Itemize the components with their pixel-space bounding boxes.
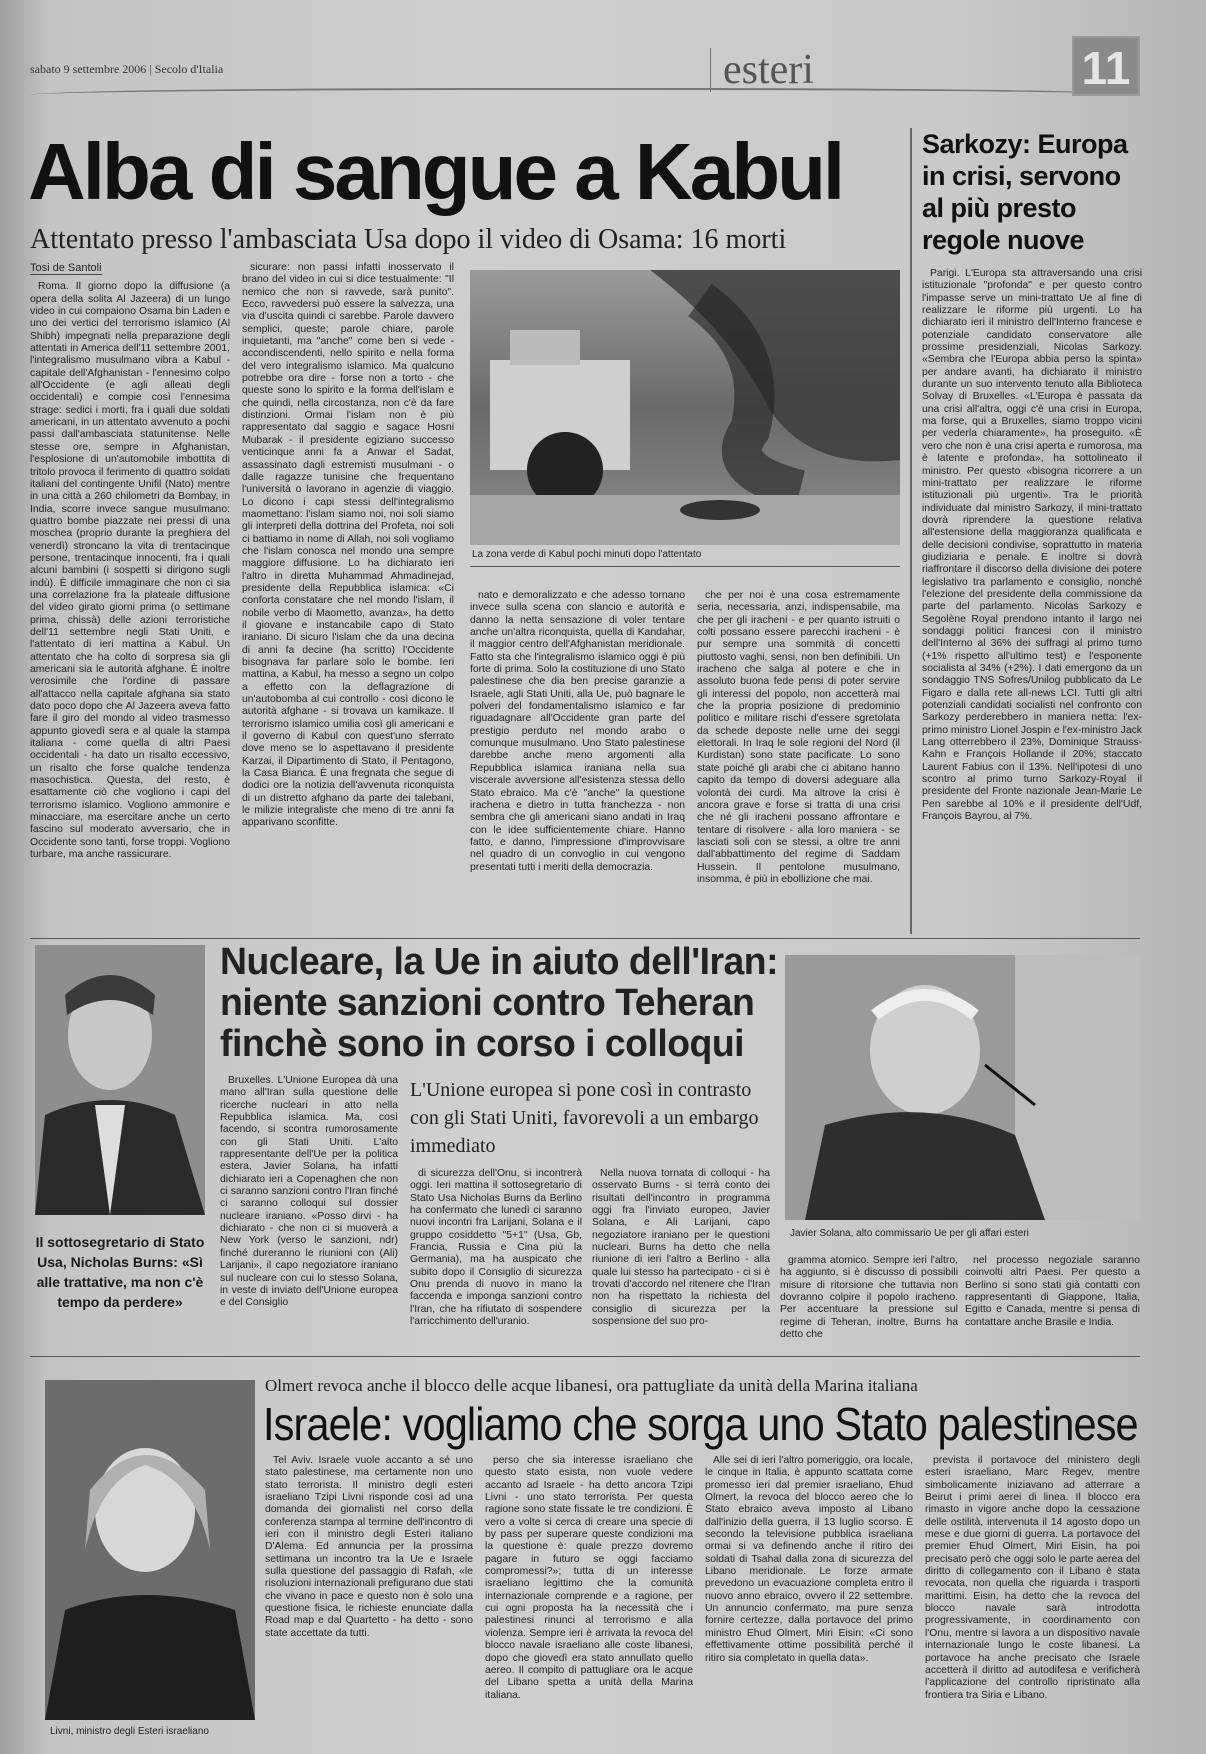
israel-headline: Israele: vogliamo che sorga uno Stato palestinese xyxy=(263,1398,1138,1450)
iran-pull-quote: L'Unione europea si pone così in contrasto con gli Stati Uniti, favorevoli a un embargo immediato xyxy=(410,1079,759,1157)
sidebar-body xyxy=(922,268,1142,934)
sarkozy-sidebar xyxy=(910,128,1142,934)
lead-subhead: Attentato presso l'ambasciata Usa dopo il video di Osama: 16 morti xyxy=(30,224,787,255)
israel-text: Tel Aviv. Israele vuole accanto a sé uno stato palestinese, ma certamente non uno stato terrorista. Il ministro degli esteri israeliano Tzipi Livni risponde così ad una domanda dei giornalisti nel corso della conferenza stampa al termine dell'incontro di ieri con il ministro degli Esteri italiano D'Alema. Ed annuncia per la prossima settimana un incontro tra la Ue e Israele sulla questione del passaggio di Rafah, «le risoluzioni internazionali prefigurano due stati che vivano in pace e questo non è solo una questione fisica, le richieste enunciate dalla Road map e dal Quartetto - ha detto - sono state accettate da tutti. xyxy=(265,1455,473,1639)
iran-column-4 xyxy=(780,1255,958,1347)
israel-column-1 xyxy=(265,1455,473,1754)
israel-text: perso che sia interesse israeliano che questo stato esista, non vuole vedere accanto ad Israele - ha detto ancora Tzipi Livni - uno stato terrorista. Per questa ragione sono state fissate le tre condizioni. È vero a volte si cerca di creare una specie di by pass per superare queste condizioni ma la questione è: quale prezzo dovremo pagare in futuro se oggi facciamo compromessi?»; tutta di un interesse israeliano legittimo che la comunità internazionale comprende e a ragione, per cui ogni proposta ha la necessità che i palestinesi rinunci al terrorismo e alla violenza. Sempre ieri è arrivata la revoca del blocco navale israeliano alle coste libanesi, dopo che giovedì era stato annullato quello aereo. Il compito di pattugliare ora le acque del Libano spetta a unità della Marina italiana. xyxy=(485,1455,693,1701)
header-rule xyxy=(30,88,1140,102)
iran-text: Bruxelles. L'Unione Europea dà una mano all'Iran sulla questione delle ricerche nucleari in atto nella Repubblica islamica. Ma, così facendo, si scontra rumorosamente con gli Stati Uniti. L'alto rappresentante dell'Ue per la politica estera, Javier Solana, ha infatti dichiarato ieri a Copenaghen che non ci saranno sanzioni contro l'Iran finché ci saranno colloqui sul dossier nucleare iraniano. «Posso dirvi - ha dichiarato - che non ci si muoverà a New York (verso le sanzioni, ndr) finché dureranno le riunioni con (Ali) Larijani», il capo negoziatore iraniano sul nucleare con cui lo stesso Solana, in veste di inviato dell'Unione europea e del Consiglio xyxy=(220,1075,398,1309)
solana-caption: Javier Solana, alto commissario Ue per gli affari esteri xyxy=(790,1228,1029,1239)
lead-text: Roma. Il giorno dopo la diffusione (a opera della solita Al Jazeera) di un lungo video in cui compaiono Osama bin Laden e uno dei vertici del terrorismo islamico (Al Shibh) impegnati nella preparazione degli attentati in America dell'11 settembre 2001, l'integralismo musulmano vibra a Kabul - capitale dell'Afghanistan - l'ennesimo colpo all'Occidente (e agli alleati degli occidentali) e compie così l'ennesima strage: sedici i morti, fra i quali due soldati americani, in un attentato avvenuto a pochi passi dall'ambasciata statunitense. Nelle stesse ore, sempre in Afghanistan, l'esplosione di un'automobile imbottita di tritolo provoca il ferimento di quattro soldati italiani del contingente Unifil (Nato) mentre in una città a 260 chilometri da Bombay, in India, scorre invece sangue musulmano: quattro bombe piazzate nei pressi di una moschea (proprio durante la preghiera del venerdì) stroncano la vita di trentacinque persone, trentacinque innocenti, fra i quali alcuni bambini (i sospetti si dirigono sugli indù). È difficile immaginare che non ci sia una correlazione fra la plateale diffusione del video girato giorni prima (o settimane prima, chissà) delle azioni terroristiche dell'11 settembre negli Stati Uniti, e l'attentato di ieri mattina a Kabul. Un attentato che ha colto di sorpresa sia gli americani sia le autorità afghane. È inoltre verosimile che l'ordine di passare all'attacco nella capitale afghana sia stato dato poco dopo che Al Jazeera aveva fatto fare il giro del mondo al video trasmesso appunto giovedì sera e al quale la stampa italiana - come quella di altri Paesi occidentali - ha dato un risalto eccessivo, un risalto che forse qualche tendenza masochistica. Questa, del resto, è esattamente ciò che vogliono i capi del terrorismo islamico. Vogliono ammonire e minacciare, ma esercitare anche un certo fascino sul moderato avversario, che in Occidente sono tanti, forse troppi. Vogliono turbare, ma anche rassicurare. xyxy=(30,281,230,861)
divider xyxy=(470,566,900,567)
lead-text: sicurare: non passi infatti inosservato il brano del video in cui si dice testualmente: "Il nemico che non si ravvede, sarà punito". Ecco, ravvedersi può essere la salvezza, una via d'uscita quindi ci sarebbe. Parole davvero semplici, queste; parole chiare, parole inquietanti, ma "anche" come ben si vede - accondiscendenti, nello spirito e nella forma del vero integralismo islamico. Ma qualcuno potrebbe ora dire - forse non a torto - che queste sono lo spirito e la forma dell'islam e che quindi, nella circostanza, non c'è da fare distinzioni. Ormai l'islam non è più rappresentato dal saggio e sagace Hosni Mubarak - il presidente egiziano successo venticinque anni fa a Anwar el Sadat, assassinato dagli estremisti musulmani - o dalle ragazze tunisine che frequentano l'università o lavorano in agenzie di viaggio. Lo dicono i capi stessi dell'integralismo maomettano: l'islam siamo noi, noi soli siamo gli interpreti della dottrina del Profeta, noi soli ci battiamo in nome di Allah, noi soli vogliamo che l'islam conosca nel mondo una sempre maggiore diffusione. Lo ha dichiarato ieri l'altro in diretta Muhammad Ahmadinejad, presidente della Repubblica islamica: «Ci conforta constatare che nel mondo l'islam, il nobile verbo di Maometto, avanza», ha detto il giovane e instancabile capo di Stato iraniano. Di sicuro l'islam che da una decina di anni fa decine (ha scritto) l'Occidente bisognava far parlare solo le bombe. Ieri mattina, a Kabul, ha messo a segno un colpo a effetto con la deflagrazione di un'autobomba al cui controllo - così dicono le autorità afghane - si trovava un kamikaze. Il terrorismo islamico umilia così gli americani e il governo di Kabul con quest'uno sferrato dove meno se lo aspettavano il presidente Karzai, il Dipartimento di Stato, il Pentagono, la Casa Bianca. È una fregnata che segue di dodici ore la notizia dell'avvenuta riconquista di un distretto afghano da parte dei talebani, le milizie integraliste che meno di tre anni fa apparivano sconfitte. xyxy=(242,262,454,829)
iran-text: nel processo negoziale saranno coinvolti altri Paesi. Per questo a Berlino si sono stati già contatti con rappresentanti di Giappone, Italia, Egitto e Canada, mentre si pensa di contattare anche Brasile e India. xyxy=(965,1255,1140,1328)
section-title: esteri xyxy=(710,48,814,92)
divider xyxy=(30,938,1140,939)
solana-photo xyxy=(785,955,1140,1220)
iran-column-3 xyxy=(592,1168,770,1348)
iran-text: Nella nuova tornata di colloqui - ha osservato Burns - si terrà conto dei risultati dell'incontro in programma oggi fra l'inviato europeo, Javier Solana, e Ali Larijani, capo negoziatore iraniano per le questioni nucleari. Burns ha detto che nella riunione di ieri l'altro a Berlino - alla quale lui stesso ha partecipato - ci si è trovati d'accordo nel ritenere che l'Iran non ha rispettato la richiesta del consiglio di sicurezza per la sospensione del suo pro- xyxy=(592,1168,770,1328)
byline: Tosi de Santoli xyxy=(30,262,102,274)
paper-name: Secolo d'Italia xyxy=(154,62,224,76)
lead-column-4 xyxy=(697,590,900,936)
iran-column-2 xyxy=(410,1168,582,1348)
masthead: sabato 9 settembre 2006 | Secolo d'Italia xyxy=(30,62,224,76)
lead-column-1 xyxy=(30,262,230,938)
israel-kicker: Olmert revoca anche il blocco delle acque libanesi, ora pattugliate da unità della Marina italiana xyxy=(265,1376,918,1395)
israel-text: prevista il portavoce del ministero degli esteri israeliano, Marc Regev, mentre simbolicamente iniziavano ad atterrare a Beirut i primi aerei di linea. Il blocco era rimasto in vigore anche dopo la cessazione delle ostilità, intervenuta il 14 agosto dopo un mese e due giorni di guerra. La portavoce del premier Ehud Olmert, Miri Eisin, ha poi precisato però che oggi solo le parte aerea del diritto di collegamento con il Libano è stata revocata, non quella che riguarda i trasporti marittimi. Eisin, ha detto che la revoca del blocco navale sarà introdotta progressivamente, in coordinamento con l'Onu, mentre si lavora a un dispositivo navale internazionale lungo le coste libanesi. La portavoce ha anche precisato che Israele accetterà il diritto ad autodifesa e verificherà l'applicazione del controllo ripristinato alla frontiera tra Siria e Libano. xyxy=(925,1455,1140,1701)
israel-column-2 xyxy=(485,1455,693,1754)
issue-date: sabato 9 settembre 2006 xyxy=(30,62,147,76)
livni-caption: Livni, ministro degli Esteri israeliano xyxy=(50,1726,209,1737)
sidebar-headline: Sarkozy: Europa in crisi, servono al più presto regole nuove xyxy=(922,129,1128,255)
lead-column-3 xyxy=(470,590,685,936)
lead-column-2 xyxy=(242,262,454,938)
kabul-photo-caption: La zona verde di Kabul pochi minuti dopo l'attentato xyxy=(472,549,702,560)
burns-portrait xyxy=(35,945,205,1215)
livni-photo xyxy=(45,1380,255,1720)
israel-text: Alle sei di ieri l'altro pomeriggio, ora locale, le cinque in Italia, è appunto scattata come promesso ieri dal premier israeliano, Ehud Olmert, la revoca del blocco aereo che lo Stato ebraico aveva imposto al Libano dall'inizio della guerra, il 13 luglio scorso. È secondo la televisione pubblica israeliana ormai si va definendo anche il ritiro dei soldati di Tsahal dalla zona di sicurezza del Libano meridionale. Le forze armate prevedono un evacuazione completa entro il nuovo anno ebraico, ovvero il 22 settembre. Un annuncio confermato, ma pure senza fornire certezze, dalla portavoce del primo ministro Ehud Olmert, Miri Eisin: «Ci sono effettivamente ottime possibilità perché il ritiro sia completato in quella data». xyxy=(705,1455,913,1664)
iran-text: gramma atomico. Sempre ieri l'altro, ha aggiunto, si è discusso di possibili misure di ritorsione che tuttavia non dovranno colpire il popolo iracheno. Per accentuare la pressione sul regime di Teheran, inoltre, Burns ha detto che xyxy=(780,1255,958,1341)
kabul-attack-photo xyxy=(470,270,900,545)
israel-column-3 xyxy=(705,1455,913,1754)
sidebar-text: Parigi. L'Europa sta attraversando una crisi istituzionale "profonda" e per questo contro l'impasse serve un mini-trattato Ue al fine di realizzare le riforme più urgenti. Lo ha dichiarato ieri il ministro dell'Interno francese e potenziale candidato conservatore alle prossime presidenziali, Nicolas Sarkozy. «Sembra che l'Europa abbia perso la spinta» per andare avanti, ha dichiarato il ministro durante un suo intervento tenuto alla Biblioteca Solvay di Bruxelles. «L'Europa è passata da una crisi all'altra, oggi c'è una crisi in Europa, ma forse, qui a Bruxelles, siamo troppo vicini per vederla chiaramente», ha proseguito. «È vero che non è una crisi aperta e rumorosa, ma è latente e profonda», ha sottolineato il ministro. Per questo «bisogna ricorrere a un mini-trattato per realizzare le riforme istituzionali più urgenti». Tra le priorità individuate dal ministro Sarkozy, il mini-trattato dovrà riprendere la questione relativa all'estensione della maggioranza qualificata e delle decisioni condivise, soprattutto in materia giudiziaria e penale. E inoltre si dovrà riaffrontare il discorso della divisione dei potere legislativo tra parlamento e consiglio, nonché l'elezione del presidente della commissione da parte del parlamento. Nicolas Sarkozy e Segolène Royal prendono intanto il largo nei sondaggi politici francesi con il ministro dell'Interno al 36% dei suffragi al primo turno (+1% rispetto all'ultimo test) e l'esponente socialista al 34% (+2%). I dati emergono da un sondaggio TNS Sofres/Unilog pubblicato da Le Figaro e dalla rete all-news LCI. Tutti gli altri potenziali candidati socialisti nel confronto con Sarkozy perderebbero in maniera netta: l'ex-primo ministro Lionel Jospin e l'ex-ministro Jack Lang otterrebbero il 23%, Dominique Strauss-Kahn e François Hollande il 20%; staccato Laurent Fabius con il 13%. Nell'ipotesi di uno scontro al primo turno Sarkozy-Royal il presidente del Fronte nazionale Jean-Marie Le Pen sarebbe al 10% e il presidente dell'Udf, François Bayrou, al 7%. xyxy=(922,268,1142,823)
iran-column-5 xyxy=(965,1255,1140,1347)
burns-caption: Il sottosegretario di Stato Usa, Nicholas Burns: «Sì alle trattative, ma non c'è tempo da perdere» xyxy=(35,1234,205,1310)
lead-headline: Alba di sangue a Kabul xyxy=(28,127,843,216)
iran-text: di sicurezza dell'Onu, si incontrerà oggi. Ieri mattina il sottosegretario di Stato Usa Nicholas Burns da Berlino ha confermato che lunedì ci saranno nuovi incontri fra Larijani, Solana e il gruppo cosiddetto "5+1" (Usa, Gb, Francia, Russia e Cina più la Germania), ma ha auspicato che subito dopo il Consiglio di sicurezza Onu prenda di nuovo in mano la faccenda e imponga sanzioni contro l'Iran, che ha rifiutato di sospendere l'arricchimento dell'uranio. xyxy=(410,1168,582,1328)
lead-text: che per noi è una cosa estremamente seria, necessaria, anzi, indispensabile, ma che per gli iracheni - e per quanto istruiti o colti possano essere parecchi iracheni - è pur sempre una sommità di concetti piuttosto vaghi, sensi, non ben definibili. Un iracheno che salga al potere e che in assoluto buona fede pensi di poter servire gli interessi del popolo, non accetterà mai che la propria posizione di predominio politico e militare rischi d'essere sgretolata da schede deposte nelle urne dei seggi elettorali. In Iraq le sole regioni del Nord (il Kurdistan) sono state pacificate. Lo sono state poiché gli arabi che ci abitano hanno capito da tempo di doversi adeguare alla volontà dei curdi. Ma altrove la crisi è ancora grave e forse si tratta di una crisi che né gli iracheni possano affrontare e tentare di risolvere - alla loro maniera - se lasciati soli con se stessi, a oltre tre anni dall'abbattimento del regime di Saddam Hussein. Il pentolone musulmano, insomma, è più in ebollizione che mai. xyxy=(697,590,900,885)
iran-column-1 xyxy=(220,1075,398,1347)
israel-column-4 xyxy=(925,1455,1140,1754)
lead-text: nato e demoralizzato e che adesso tornano invece sulla scena con slancio e autorità e danno la netta sensazione di voler tentare anche un'altra riconquista, quella di Kandahar, il maggior centro dell'Afghanistan meridionale. Fatto sta che l'integralismo islamico oggi è più forte di prima. Solo la costituzione di uno Stato palestinese che dia ben precise garanzie a Israele, agli Stati Uniti, alla Ue, può bagnare le polveri del fondamentalismo islamico e far riguadagnare all'Occidente gran parte del prestigio perduto nel mondo arabo o comunque musulmano. Uno Stato palestinese darebbe anche meno argomenti alla Repubblica islamica iraniana nella sua viscerale avversione all'esistenza stessa dello Stato ebraico. Ma c'è "anche" la questione irachena e dietro in tutta franchezza - non sembra che gli americani siano andati in Iraq con le idee sufficientemente chiare. Hanno fatto, e danno, l'impressione d'improvvisare nel quadro di un convoglio in cui vengono presentati tutti i meriti della democrazia. xyxy=(470,590,685,873)
page-number: 11 xyxy=(1072,36,1140,96)
iran-headline: Nucleare, la Ue in aiuto dell'Iran: niente sanzioni contro Teheran finchè sono in corso i colloqui xyxy=(220,941,779,1065)
divider xyxy=(30,1356,1140,1357)
